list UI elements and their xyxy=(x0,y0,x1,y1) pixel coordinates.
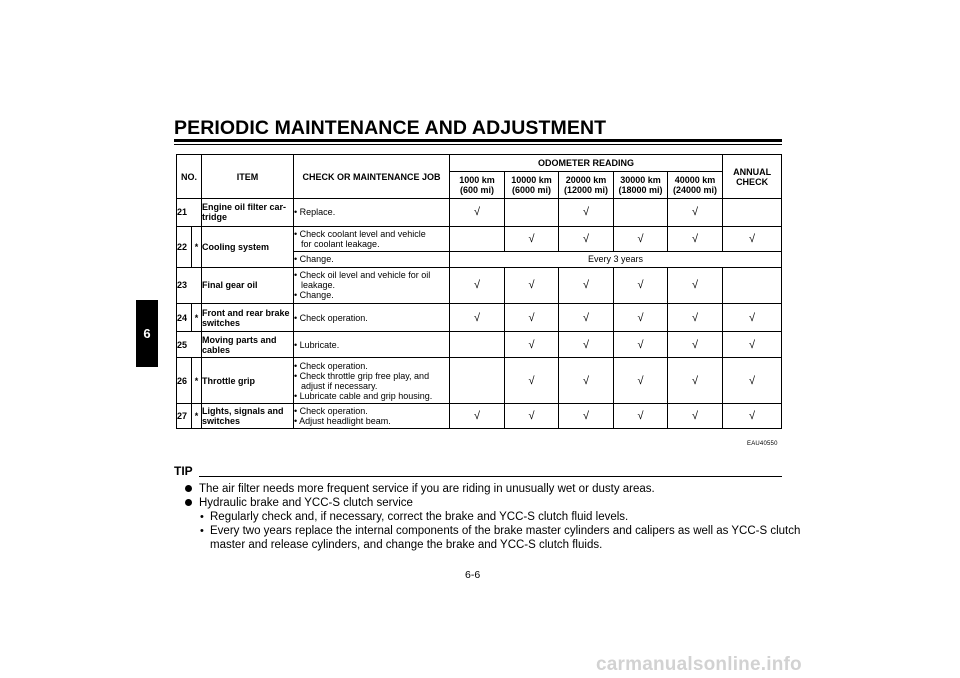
odo-mi: (18000 mi) xyxy=(618,185,663,196)
tip-bullet-text: Hydraulic brake and YCC-S clutch service xyxy=(199,497,413,509)
item-line: tridge xyxy=(202,212,228,223)
empty-cell xyxy=(723,199,782,226)
small-bullet-icon: • xyxy=(200,525,204,537)
row-number: 27 xyxy=(177,403,192,428)
check-mark: √ xyxy=(505,332,559,358)
row-item: Final gear oil xyxy=(202,267,294,303)
row-item xyxy=(202,403,294,428)
item-line: switches xyxy=(202,317,241,328)
header-odometer: ODOMETER READING xyxy=(450,155,723,172)
odo-mi: (600 mi) xyxy=(460,185,495,196)
tip-bullet-text: The air filter needs more frequent service if you are riding in unusually wet or dusty areas. xyxy=(199,483,655,495)
odo-km: 1000 km xyxy=(459,175,495,186)
job-line: • Adjust headlight beam. xyxy=(294,415,391,426)
check-mark: √ xyxy=(723,403,782,428)
watermark: carmanualsonline.info xyxy=(596,654,802,675)
row-item xyxy=(202,199,294,226)
row-number: 22 xyxy=(177,226,192,267)
row-job: • Change. xyxy=(294,251,450,267)
check-mark: √ xyxy=(668,358,723,403)
row-job: • Replace. xyxy=(294,199,450,226)
page-title: PERIODIC MAINTENANCE AND ADJUSTMENT xyxy=(174,117,607,139)
check-mark: √ xyxy=(450,403,505,428)
tip-sub-bullet-2 xyxy=(200,524,801,538)
odo-km: 10000 km xyxy=(511,175,552,186)
asterisk-marker: * xyxy=(192,304,202,332)
title-rule-thick xyxy=(174,139,782,142)
table-row-24 xyxy=(177,304,782,332)
header-annual xyxy=(723,155,782,199)
item-line: Moving parts and xyxy=(202,334,277,345)
table-row-26 xyxy=(177,358,782,403)
check-mark: √ xyxy=(723,358,782,403)
check-mark: √ xyxy=(723,226,782,251)
check-mark: √ xyxy=(614,358,668,403)
check-mark: √ xyxy=(723,332,782,358)
bullet-dot-icon xyxy=(185,485,192,492)
header-no: NO. xyxy=(177,155,202,199)
tip-sub-text: Regularly check and, if necessary, correct the brake and YCC-S clutch fluid levels. xyxy=(210,511,629,523)
job-line: • Check oil level and vehicle for oil xyxy=(294,270,431,281)
asterisk-marker: * xyxy=(192,403,202,428)
row-number: 21 xyxy=(177,199,202,226)
check-mark: √ xyxy=(614,226,668,251)
header-odo-2 xyxy=(505,172,559,199)
page-number: 6-6 xyxy=(465,569,481,581)
row-item: Cooling system xyxy=(202,226,294,267)
check-mark: √ xyxy=(668,304,723,332)
row-job xyxy=(294,358,450,403)
row-item xyxy=(202,304,294,332)
item-line: cables xyxy=(202,344,231,355)
header-odo-5 xyxy=(668,172,723,199)
item-line: switches xyxy=(202,415,241,426)
title-rule-thin xyxy=(174,144,782,145)
empty-cell xyxy=(614,199,668,226)
row-job xyxy=(294,267,450,303)
tip-bullet-1 xyxy=(199,482,655,496)
table-row-22a xyxy=(177,226,782,251)
tip-sub-bullet-2-cont xyxy=(210,538,602,552)
check-mark: √ xyxy=(559,226,614,251)
check-mark: √ xyxy=(668,199,723,226)
row-number: 23 xyxy=(177,267,202,303)
check-mark: √ xyxy=(450,304,505,332)
check-mark: √ xyxy=(668,403,723,428)
check-mark: √ xyxy=(614,267,668,303)
check-mark: √ xyxy=(505,267,559,303)
bullet-dot-icon xyxy=(185,499,192,506)
row-job: • Lubricate. xyxy=(294,332,450,358)
check-mark: √ xyxy=(559,358,614,403)
row-job xyxy=(294,403,450,428)
item-line: Engine oil filter car- xyxy=(202,202,287,213)
empty-cell xyxy=(450,358,505,403)
table-row-23 xyxy=(177,267,782,303)
row-number: 25 xyxy=(177,332,202,358)
header-row-1 xyxy=(177,155,782,172)
job-line: adjust if necessary. xyxy=(301,380,378,391)
job-line: • Check operation. xyxy=(294,405,368,416)
header-annual-line1: ANNUAL xyxy=(733,166,772,177)
job-line: for coolant leakage. xyxy=(301,238,380,249)
row-job xyxy=(294,226,450,251)
header-odo-1 xyxy=(450,172,505,199)
odo-mi: (6000 mi) xyxy=(512,185,552,196)
job-line: • Check operation. xyxy=(294,360,368,371)
maintenance-table xyxy=(176,154,782,429)
empty-cell xyxy=(723,267,782,303)
asterisk-marker: * xyxy=(192,358,202,403)
header-job: CHECK OR MAINTENANCE JOB xyxy=(294,155,450,199)
check-mark: √ xyxy=(559,267,614,303)
table-row-27 xyxy=(177,403,782,428)
check-mark: √ xyxy=(559,199,614,226)
check-mark: √ xyxy=(614,403,668,428)
odo-km: 20000 km xyxy=(565,175,607,186)
odo-mi: (12000 mi) xyxy=(564,185,609,196)
check-mark: √ xyxy=(668,267,723,303)
empty-cell xyxy=(450,226,505,251)
chapter-tab: 6 xyxy=(136,300,158,367)
table-row-21 xyxy=(177,199,782,226)
row-item: Throttle grip xyxy=(202,358,294,403)
table-row-25 xyxy=(177,332,782,358)
row-job: • Check operation. xyxy=(294,304,450,332)
check-mark: √ xyxy=(505,403,559,428)
header-odo-4 xyxy=(614,172,668,199)
check-mark: √ xyxy=(559,304,614,332)
odo-mi: (24000 mi) xyxy=(673,185,718,196)
header-odo-3 xyxy=(559,172,614,199)
tip-label: TIP xyxy=(174,464,193,478)
small-bullet-icon: • xyxy=(200,511,204,523)
job-line: • Check throttle grip free play, and xyxy=(294,370,430,381)
reference-code: EAU40550 xyxy=(747,441,778,447)
row-number: 26 xyxy=(177,358,192,403)
header-item: ITEM xyxy=(202,155,294,199)
check-mark: √ xyxy=(614,332,668,358)
check-mark: √ xyxy=(723,304,782,332)
check-mark: √ xyxy=(450,199,505,226)
tip-sub-text: master and release cylinders, and change the brake and YCC-S clutch fluids. xyxy=(210,539,603,551)
tip-rule xyxy=(199,476,782,477)
check-mark: √ xyxy=(668,226,723,251)
check-mark: √ xyxy=(450,267,505,303)
check-mark: √ xyxy=(505,304,559,332)
check-mark: √ xyxy=(614,304,668,332)
empty-cell xyxy=(450,332,505,358)
check-mark: √ xyxy=(559,332,614,358)
tip-sub-text: Every two years replace the internal components of the brake master cylinders and calipers as well as YCC-S clutch xyxy=(210,525,801,537)
item-line: Front and rear brake xyxy=(202,307,290,318)
row-number: 24 xyxy=(177,304,192,332)
check-mark: √ xyxy=(505,358,559,403)
job-line: • Lubricate cable and grip housing. xyxy=(294,390,433,401)
job-line: • Change. xyxy=(294,290,334,301)
tip-bullet-2 xyxy=(199,496,413,510)
interval-span: Every 3 years xyxy=(450,251,782,267)
check-mark: √ xyxy=(668,332,723,358)
odo-km: 30000 km xyxy=(620,175,661,186)
item-line: Lights, signals and xyxy=(202,405,284,416)
asterisk-marker: * xyxy=(192,226,202,267)
job-line: • Check coolant level and vehicle xyxy=(294,228,426,239)
check-mark: √ xyxy=(505,226,559,251)
header-annual-line2: CHECK xyxy=(736,176,769,187)
check-mark: √ xyxy=(559,403,614,428)
odo-km: 40000 km xyxy=(674,175,716,186)
job-line: leakage. xyxy=(301,280,336,291)
tip-sub-bullet-1 xyxy=(200,510,629,524)
row-item xyxy=(202,332,294,358)
empty-cell xyxy=(505,199,559,226)
